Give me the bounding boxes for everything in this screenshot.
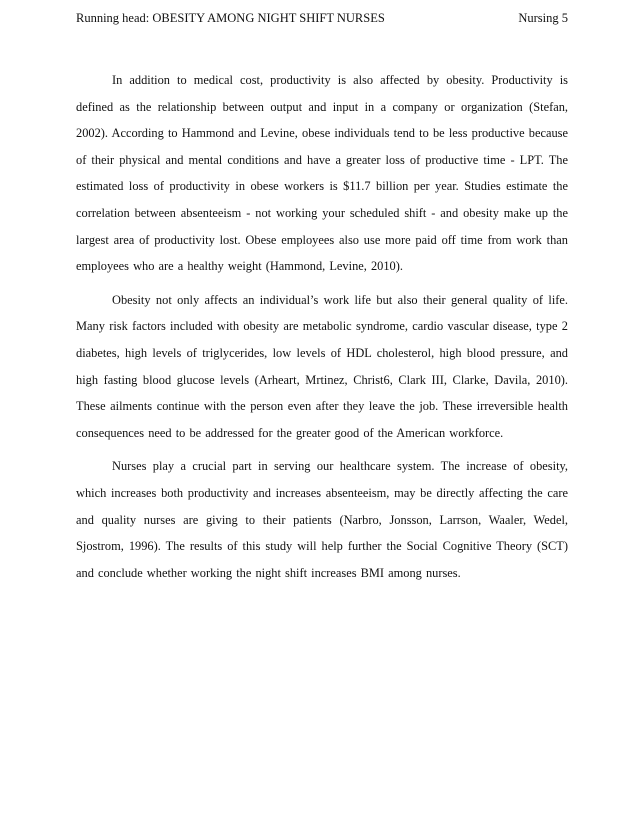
running-head: Running head: OBESITY AMONG NIGHT SHIFT NURSES — [76, 11, 385, 25]
text-line: Sjostrom, 1996). The results of this study will help further the Social Cognitive Theory (SCT) — [76, 539, 568, 554]
text-line: employees who are a healthy weight (Hammond, Levine, 2010). — [76, 259, 403, 274]
text-line: Nurses play a crucial part in serving our healthcare system. The increase of obesity, — [112, 459, 568, 474]
page-number: Nursing 5 — [518, 11, 568, 25]
text-line: diabetes, high levels of triglycerides, low levels of HDL cholesterol, high blood pressure, and — [76, 345, 568, 360]
text-line: Many risk factors included with obesity are metabolic syndrome, cardio vascular disease, type 2 — [76, 319, 568, 334]
paragraph-quality-of-life — [76, 287, 568, 447]
text-line: These ailments continue with the person even after they leave the job. These irreversible health — [76, 399, 568, 414]
text-line: high fasting blood glucose levels (Arheart, Mrtinez, Christ6, Clark III, Clarke, Davila, 2010). — [76, 372, 568, 387]
text-line: correlation between absenteeism - not working your scheduled shift - and obesity make up the — [76, 205, 568, 220]
text-line: estimated loss of productivity in obese workers is $11.7 billion per year. Studies estimate the — [76, 179, 568, 194]
text-line: largest area of productivity lost. Obese employees also use more paid off time from work than — [76, 232, 568, 247]
page-header — [76, 8, 568, 28]
text-line: and conclude whether working the night shift increases BMI among nurses. — [76, 565, 461, 580]
paragraph-nurses — [76, 453, 568, 586]
text-line: defined as the relationship between output and input in a company or organization (Stefan, — [76, 99, 568, 114]
text-line: of their physical and mental conditions and have a greater loss of productive time - LPT. The — [76, 152, 568, 167]
text-line: which increases both productivity and increases absenteeism, may be directly affecting the care — [76, 485, 568, 500]
text-line: and quality nurses are giving to their patients (Narbro, Jonsson, Larrson, Waaler, Wedel, — [76, 512, 568, 527]
paragraph-productivity — [76, 67, 568, 280]
text-line: 2002). According to Hammond and Levine, obese individuals tend to be less productive because — [76, 126, 568, 141]
document-body — [76, 67, 568, 593]
text-line: Obesity not only affects an individual’s work life but also their general quality of life. — [112, 292, 568, 307]
text-line: In addition to medical cost, productivity is also affected by obesity. Productivity is — [112, 73, 568, 87]
text-line: consequences need to be addressed for the greater good of the American workforce. — [76, 425, 504, 440]
